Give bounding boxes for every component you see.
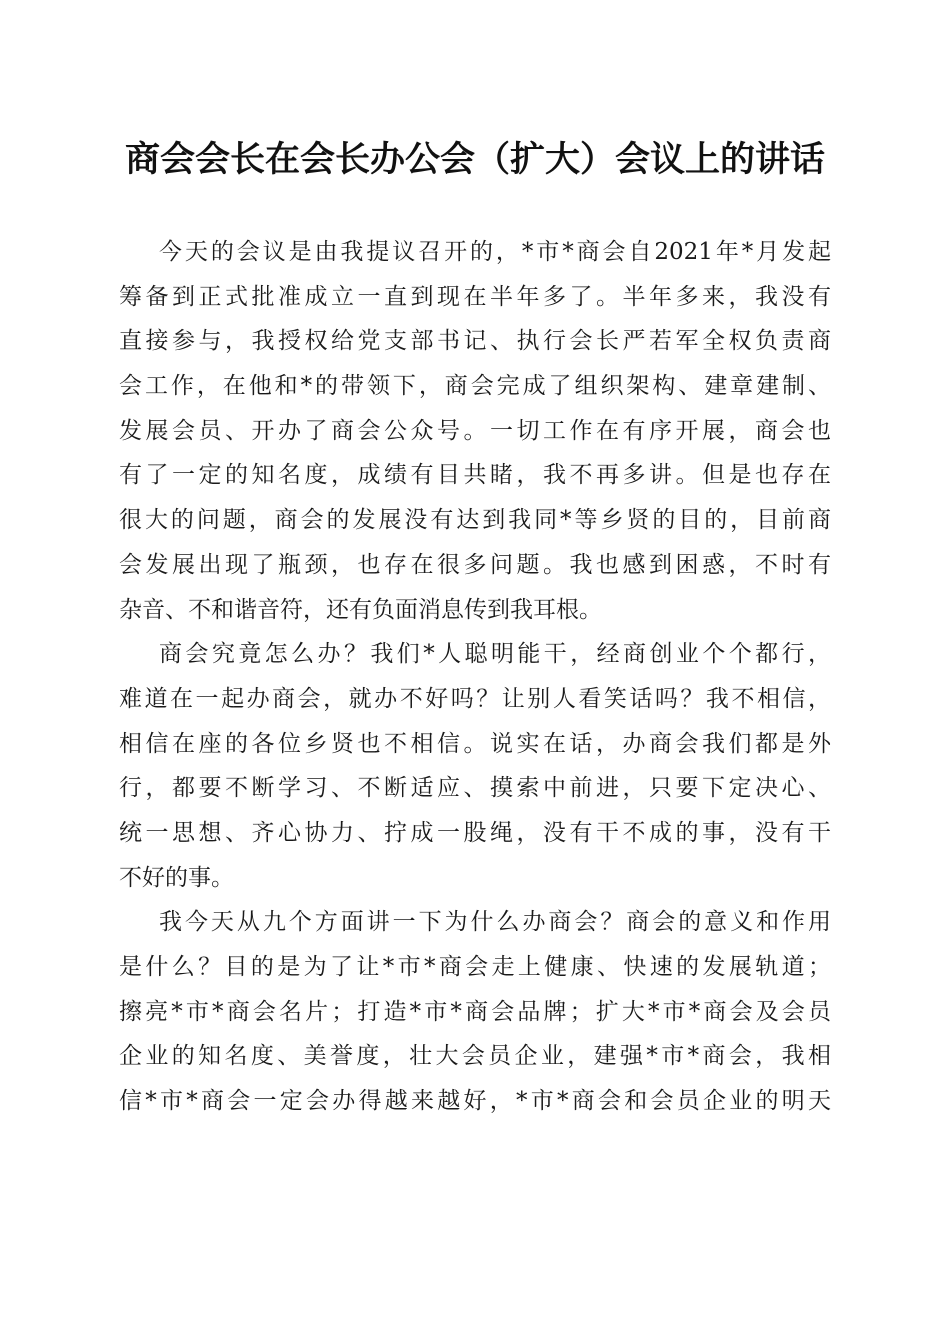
paragraph-2-line-3: 相信在座的各位乡贤也不相信。说实在话，办商会我们都是外 xyxy=(119,730,831,757)
paragraph-1-line-2: 筹备到正式批准成立一直到现在半年多了。半年多来，我没有 xyxy=(119,283,831,310)
paragraph-1-line-8: 会发展出现了瓶颈，也存在很多问题。我也感到困惑，不时有 xyxy=(119,551,831,578)
paragraph-1-line-5: 发展会员、开办了商会公众号。一切工作在有序开展，商会也 xyxy=(119,417,831,444)
paragraph-1-line-3: 直接参与，我授权给党支部书记、执行会长严若军全权负责商 xyxy=(119,328,831,355)
paragraph-1-line-6: 有了一定的知名度，成绩有目共睹，我不再多讲。但是也存在 xyxy=(119,462,831,489)
paragraph-3-line-2: 是什么？目的是为了让*市*商会走上健康、快速的发展轨道； xyxy=(119,954,831,980)
paragraph-2-line-2: 难道在一起办商会，就办不好吗？让别人看笑话吗？我不相信， xyxy=(119,685,831,712)
paragraph-3-line-4: 企业的知名度、美誉度，壮大会员企业，建强*市*商会，我相 xyxy=(119,1043,831,1070)
paragraph-2-line-6: 不好的事。 xyxy=(119,864,234,891)
document-body xyxy=(119,230,831,1124)
paragraph-2-line-4: 行，都要不断学习、不断适应、摸索中前进，只要下定决心、 xyxy=(119,775,831,802)
paragraph-3-line-3: 擦亮*市*商会名片；打造*市*商会品牌；扩大*市*商会及会员 xyxy=(119,998,831,1025)
paragraph-3-line-1: 我今天从九个方面讲一下为什么办商会？商会的意义和作用 xyxy=(159,909,831,936)
paragraph-2-line-1: 商会究竟怎么办？我们*人聪明能干，经商创业个个都行， xyxy=(159,641,831,668)
paragraph-1-line-1: 今天的会议是由我提议召开的，*市*商会自2021年*月发起 xyxy=(159,239,831,265)
paragraph-1-line-9: 杂音、不和谐音符，还有负面消息传到我耳根。 xyxy=(119,596,602,623)
document-title: 商会会长在会长办公会（扩大）会议上的讲话 xyxy=(124,139,825,180)
paragraph-1-line-4: 会工作，在他和*的带领下，商会完成了组织架构、建章建制、 xyxy=(119,373,831,400)
paragraph-1-line-7: 很大的问题，商会的发展没有达到我同*等乡贤的目的，目前商 xyxy=(119,507,831,534)
paragraph-3-line-5: 信*市*商会一定会办得越来越好，*市*商会和会员企业的明天 xyxy=(119,1088,831,1115)
paragraph-2-line-5: 统一思想、齐心协力、拧成一股绳，没有干不成的事，没有干 xyxy=(119,819,831,846)
